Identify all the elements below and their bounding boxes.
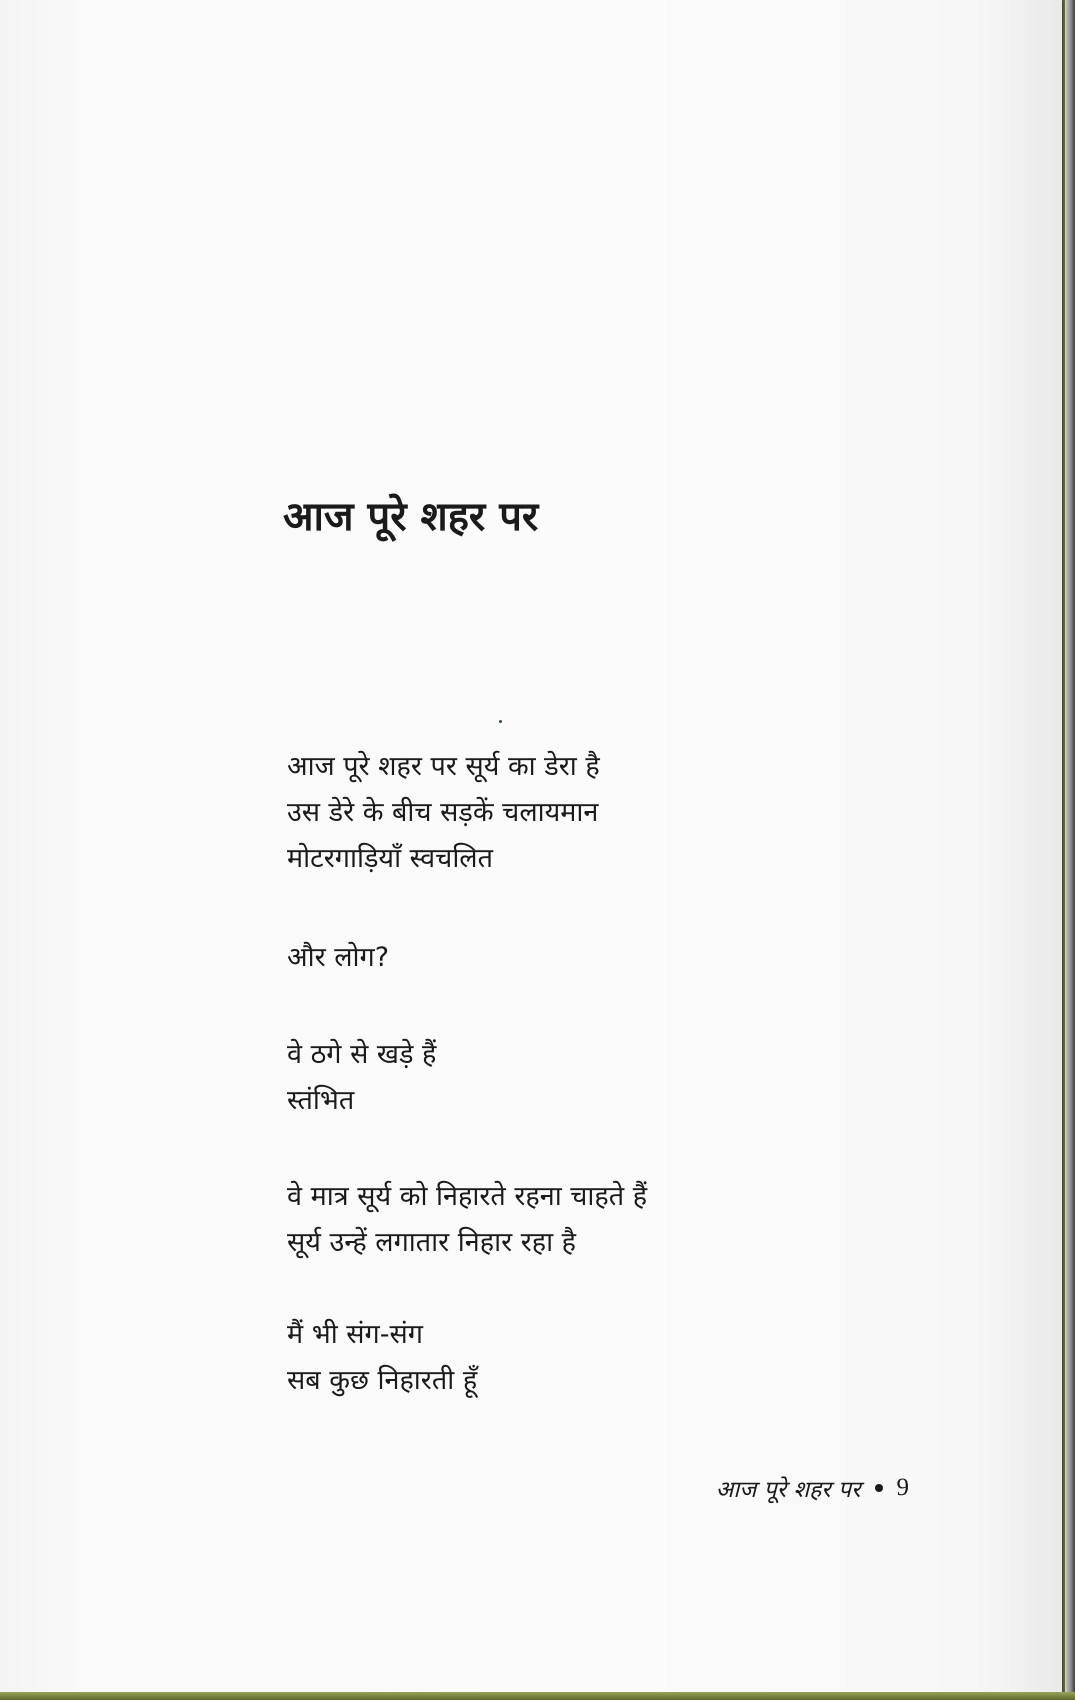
poem-line: सूर्य उन्हें लगातार निहार रहा है xyxy=(287,1227,577,1258)
stanza xyxy=(287,1032,436,1124)
stanza xyxy=(287,744,600,882)
poem-line: उस डेरे के बीच सड़कें चलायमान xyxy=(287,797,599,828)
page-footer xyxy=(716,1472,909,1504)
stanza xyxy=(287,1312,477,1404)
poem-title: आज पूरे शहर पर xyxy=(283,493,539,540)
page-number: 9 xyxy=(896,1474,909,1501)
poem-line: मोटरगाड़ियाँ स्वचलित xyxy=(287,843,494,874)
poem-line: सब कुछ निहारती हूँ xyxy=(287,1365,478,1396)
poem-line: वे मात्र सूर्य को निहारते रहना चाहते हैं xyxy=(287,1181,648,1212)
poem-line: वे ठगे से खड़े हैं xyxy=(287,1039,437,1070)
stanza xyxy=(287,1174,647,1266)
ink-speck xyxy=(499,720,502,723)
poem-line: मैं भी संग-संग xyxy=(287,1319,423,1350)
background-surface xyxy=(0,1692,1075,1700)
stanza xyxy=(287,935,389,981)
poem-line: आज पूरे शहर पर सूर्य का डेरा है xyxy=(287,751,600,782)
poem-line: स्तंभित xyxy=(287,1085,355,1116)
poem-line: और लोग? xyxy=(287,942,390,973)
book-edge-shadow xyxy=(1065,0,1075,1700)
bullet-icon xyxy=(875,1484,883,1492)
running-title: आज पूरे शहर पर xyxy=(715,1477,861,1503)
